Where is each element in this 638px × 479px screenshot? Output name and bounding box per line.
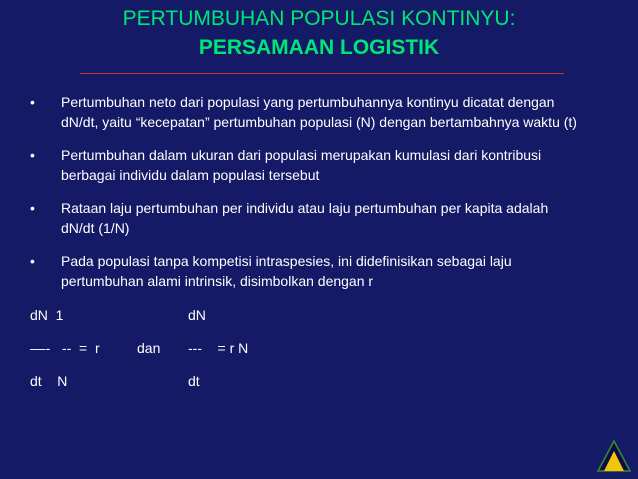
equation-left-fraction-line: ––- -- = r bbox=[30, 340, 100, 356]
bullet-line: dN/dt (1/N) bbox=[61, 220, 130, 236]
bullet-line: pertumbuhan alami intrinsik, disimbolkan dengan r bbox=[61, 273, 374, 289]
bullet-line: Pertumbuhan neto dari populasi yang pertumbuhannya kontinyu dicatat dengan bbox=[61, 94, 555, 110]
title-divider bbox=[80, 73, 564, 74]
bullet-line: dN/dt, yaitu “kecepatan” pertumbuhan populasi (N) dengan bertambahnya waktu (t) bbox=[61, 114, 577, 130]
bullet-dot: • bbox=[30, 253, 35, 269]
slide-title: PERTUMBUHAN POPULASI KONTINYU: bbox=[122, 7, 516, 30]
bullet-line: Pertumbuhan dalam ukuran dari populasi merupakan kumulasi dari kontribusi bbox=[61, 147, 542, 163]
bullet-item bbox=[30, 145, 620, 185]
bullet-item bbox=[30, 198, 620, 238]
slide-subtitle: PERSAMAAN LOGISTIK bbox=[198, 36, 440, 59]
bullet-line: Rataan laju pertumbuhan per individu atau laju pertumbuhan per kapita adalah bbox=[61, 200, 549, 216]
bullet-dot: • bbox=[30, 94, 35, 110]
bullet-line: berbagai individu dalam populasi tersebut bbox=[61, 167, 320, 183]
equation-left-denominator: dt N bbox=[30, 373, 68, 389]
equation-conjunction: dan bbox=[137, 340, 161, 356]
bullet-list bbox=[30, 92, 620, 304]
bullet-item bbox=[30, 251, 620, 291]
bullet-dot: • bbox=[30, 200, 35, 216]
equation-left-numerator: dN 1 bbox=[30, 307, 64, 323]
equation-right-denominator: dt bbox=[188, 373, 200, 389]
bullet-line: Pada populasi tanpa kompetisi intraspesies, ini didefinisikan sebagai laju bbox=[61, 253, 512, 269]
equation-right-numerator: dN bbox=[188, 307, 206, 323]
bullet-dot: • bbox=[30, 147, 35, 163]
bullet-item bbox=[30, 92, 620, 132]
equation-right-fraction-line: --- = r N bbox=[188, 340, 249, 356]
decorative-logo-icon bbox=[594, 435, 634, 475]
